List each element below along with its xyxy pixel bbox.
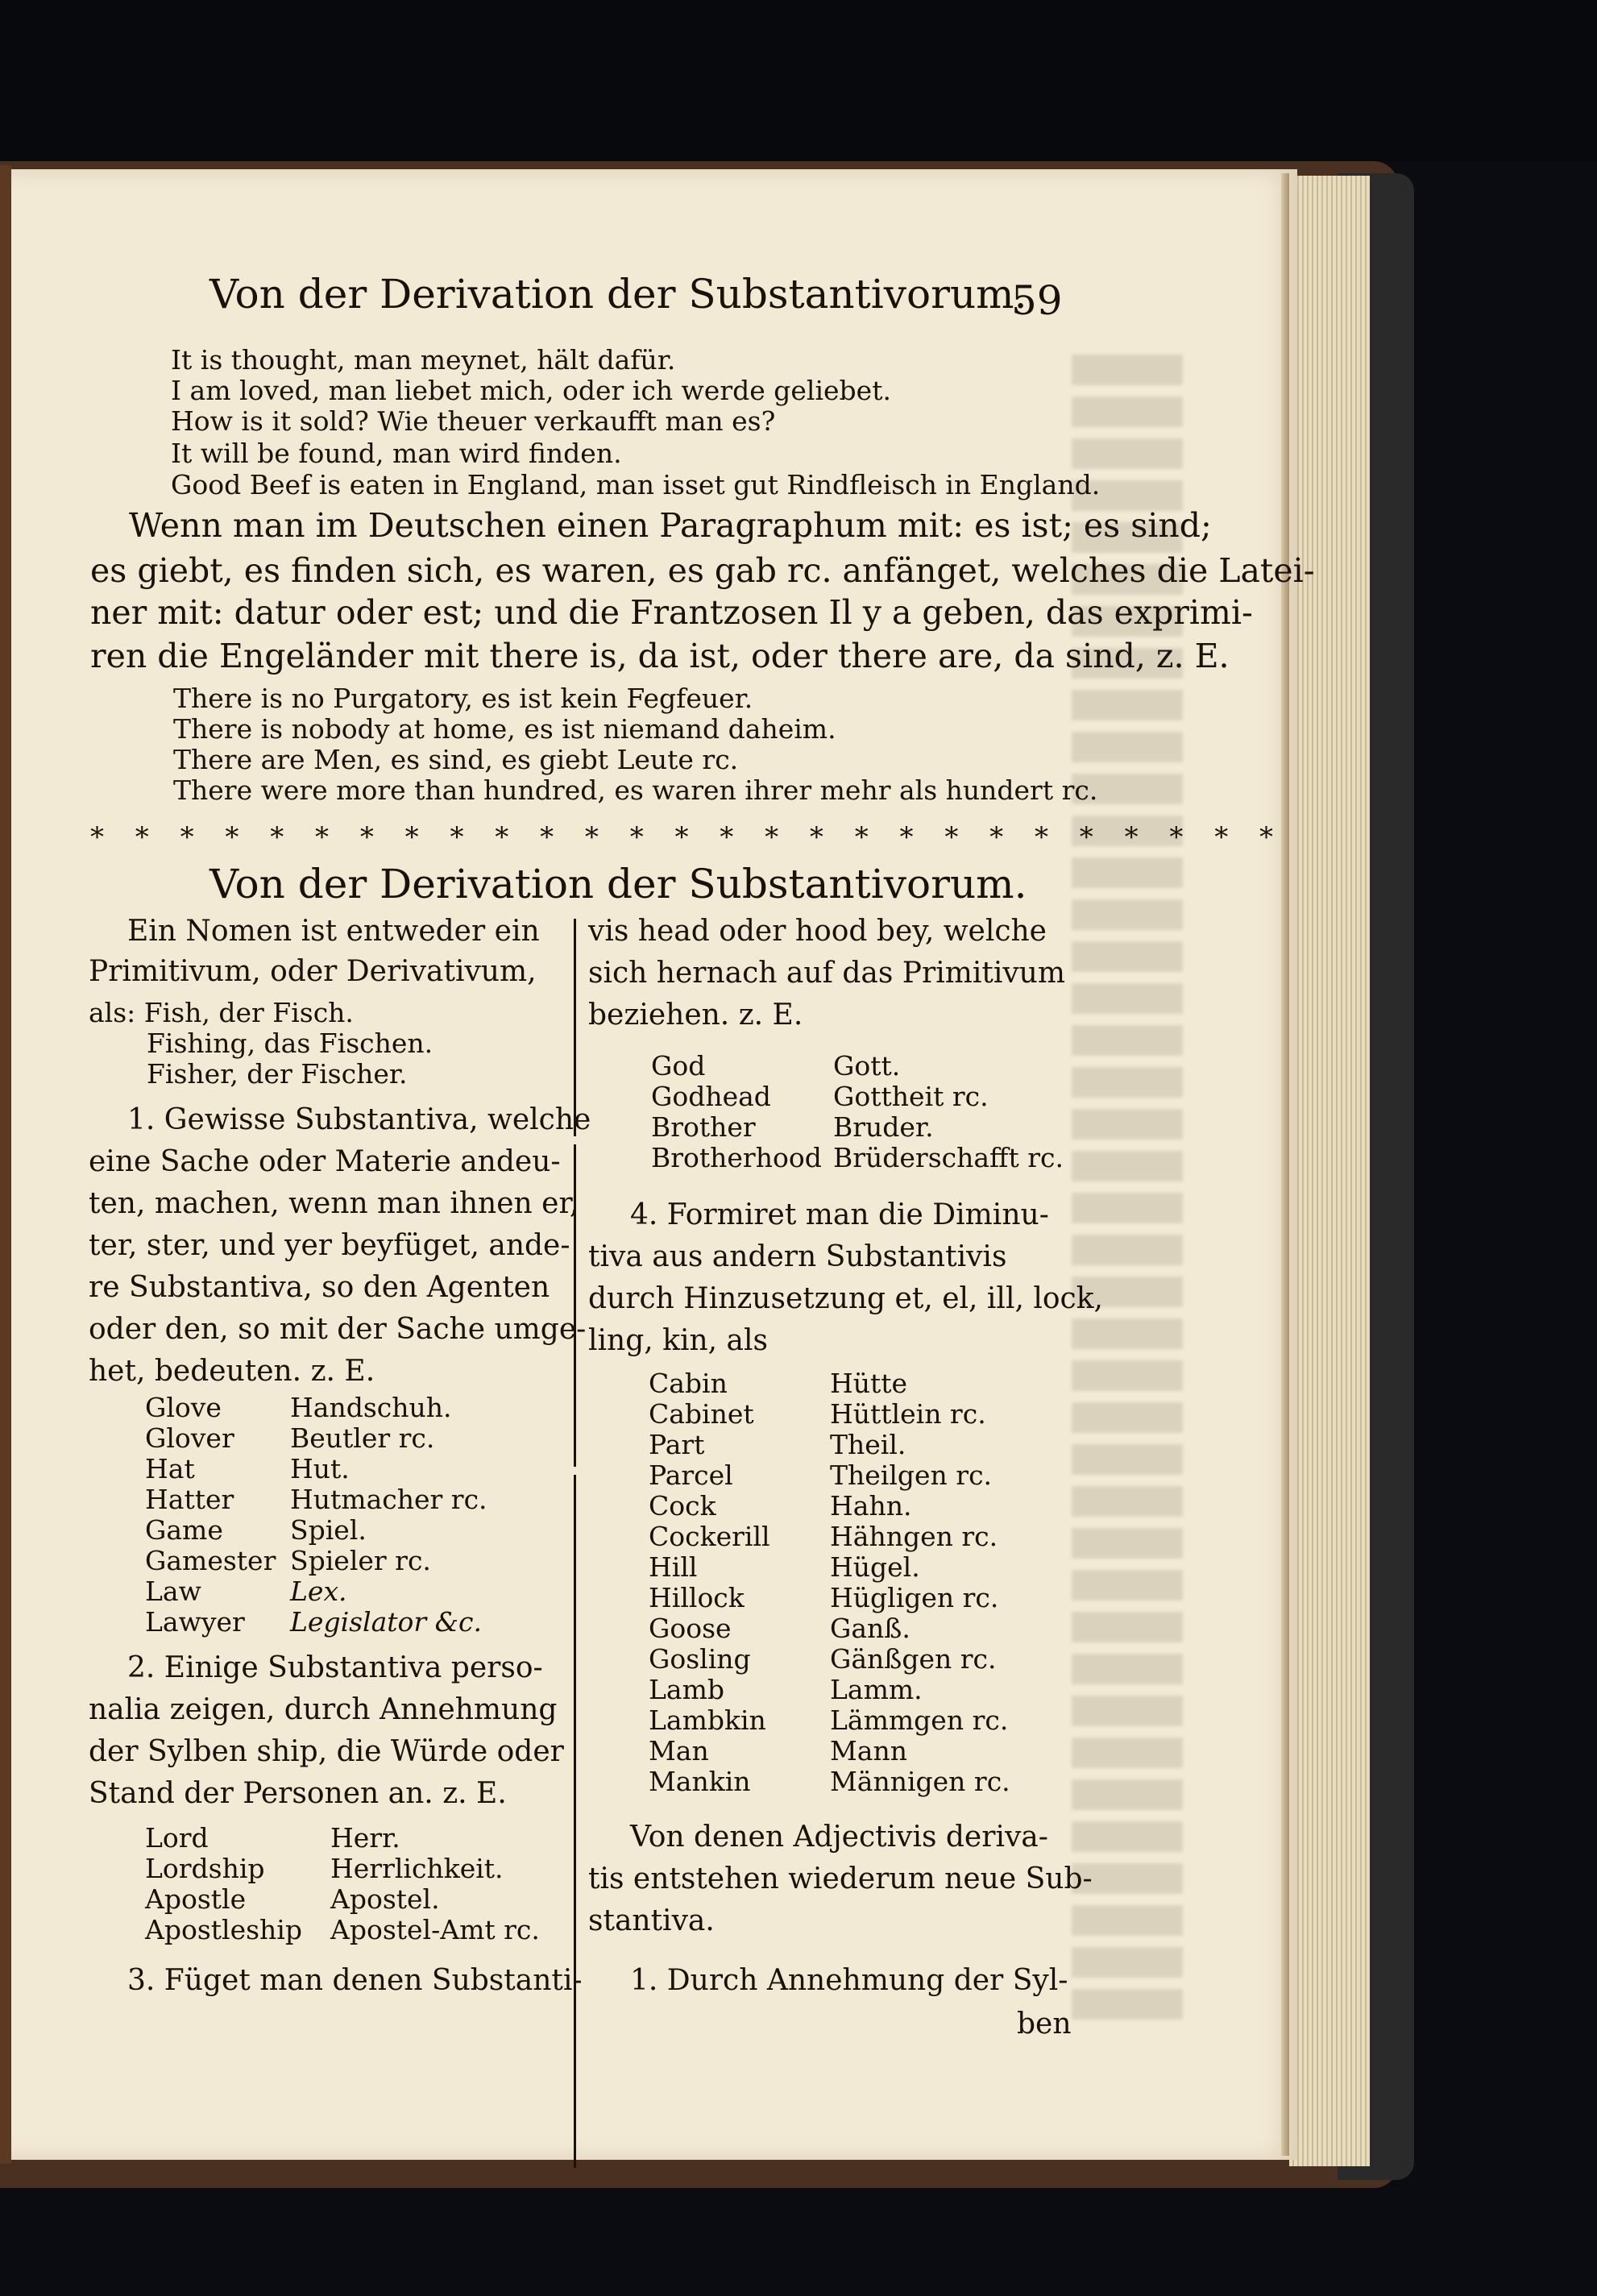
table-en: Game: [145, 1514, 223, 1546]
table-de: Gottheit rc.: [833, 1081, 989, 1112]
rule1-line: oder den, so mit der Sache umge-: [89, 1313, 587, 1346]
example-line: How is it sold? Wie theuer verkaufft man es?: [171, 405, 776, 437]
table-en: Glove: [145, 1392, 222, 1423]
table-de: Mann: [830, 1735, 907, 1767]
rule1-line: 1. Gewisse Substantiva, welche: [127, 1103, 591, 1136]
table-de: Lex.: [290, 1576, 347, 1607]
table-en: Mankin: [649, 1766, 751, 1797]
table-de: Hügel.: [830, 1551, 920, 1583]
page-fore-edge: [1281, 173, 1289, 2156]
paragraph-line: ner mit: datur oder est; und die Frantzosen Il y a geben, das exprimi-: [90, 593, 1253, 632]
left-intro-line: Fisher, der Fischer.: [147, 1058, 408, 1090]
example-line: There is no Purgatory, es ist kein Fegfeuer.: [173, 683, 753, 714]
table-de: Herr.: [330, 1822, 400, 1854]
rule1-line: re Substantiva, so den Agenten: [89, 1271, 550, 1304]
table-de: Männigen rc.: [830, 1766, 1010, 1797]
rule4-line: tiva aus andern Substantivis: [588, 1240, 1007, 1273]
rule2-line: 2. Einige Substantiva perso-: [127, 1651, 543, 1684]
table-en: Hill: [649, 1551, 698, 1583]
example-line: Good Beef is eaten in England, man isset gut Rindfleisch in England.: [171, 469, 1101, 500]
table-en: Lamb: [649, 1674, 725, 1705]
example-line: It will be found, man wird finden.: [171, 438, 622, 469]
table-en: Lawyer: [145, 1606, 245, 1638]
table-en: Parcel: [649, 1459, 733, 1491]
table-en: Glover: [145, 1422, 234, 1454]
star-divider: * * * * * * * * * * * * * * * * * * * * * * * * * * *: [90, 821, 1284, 853]
table-de: Hügligen rc.: [830, 1582, 999, 1613]
table-de: Lämmgen rc.: [830, 1704, 1009, 1736]
rule1-line: het, bedeuten. z. E.: [89, 1355, 375, 1388]
table-de: Bruder.: [833, 1111, 934, 1143]
table-de: Hüttlein rc.: [830, 1398, 986, 1430]
table-en: Cockerill: [649, 1521, 770, 1552]
table-en: Lord: [145, 1822, 209, 1854]
table-de: Hähngen rc.: [830, 1521, 998, 1552]
example-line: It is thought, man meynet, hält dafür.: [171, 344, 676, 376]
table-de: Herrlichkeit.: [330, 1853, 504, 1884]
rule1-line: eine Sache oder Materie andeu-: [89, 1145, 561, 1178]
rule4-line: durch Hinzusetzung et, el, ill, lock,: [588, 1282, 1103, 1315]
left-intro-line: als: Fish, der Fisch.: [89, 997, 354, 1028]
running-title: Von der Derivation der Substantivorum.: [209, 271, 1027, 318]
page-edges: [1289, 176, 1370, 2166]
table-de: Spiel.: [290, 1514, 367, 1546]
right-line: sich hernach auf das Primitivum: [588, 957, 1065, 990]
table-en: Apostle: [145, 1883, 247, 1915]
table-de: Hut.: [290, 1453, 350, 1484]
rule3-line: 3. Füget man denen Substanti-: [127, 1964, 583, 1997]
table-de: Gänßgen rc.: [830, 1643, 997, 1675]
left-gutter: [0, 165, 11, 2164]
section-title: Von der Derivation der Substantivorum.: [209, 861, 1027, 907]
table-de: Gott.: [833, 1050, 901, 1082]
column-rule: [574, 1475, 576, 2168]
table-en: Lordship: [145, 1853, 265, 1884]
table-de: Apostel-Amt rc.: [330, 1914, 540, 1945]
table-en: Hat: [145, 1453, 195, 1484]
rule2-line: nalia zeigen, durch Annehmung: [89, 1693, 558, 1726]
table-en: Gamester: [145, 1545, 276, 1576]
rule4-line: ling, kin, als: [588, 1324, 768, 1357]
table-en: Cabinet: [649, 1398, 754, 1430]
example-line: There is nobody at home, es ist niemand daheim.: [173, 713, 836, 745]
table-de: Brüderschafft rc.: [833, 1142, 1064, 1173]
table-en: Man: [649, 1735, 709, 1767]
rule1-line: ter, ster, und yer beyfüget, ande-: [89, 1229, 570, 1262]
left-intro-line: Ein Nomen ist entweder ein: [127, 915, 540, 948]
table-de: Apostel.: [330, 1883, 440, 1915]
table-en: Gosling: [649, 1643, 751, 1675]
table-en: God: [651, 1050, 706, 1082]
table-de: Handschuh.: [290, 1392, 452, 1423]
table-en: Lambkin: [649, 1704, 766, 1736]
page-number: 59: [1011, 277, 1063, 324]
left-intro-line: Fishing, das Fischen.: [147, 1028, 433, 1059]
paragraph-line: ren die Engeländer mit there is, da ist, oder there are, da sind, z. E.: [90, 637, 1230, 675]
left-intro-line: Primitivum, oder Derivativum,: [89, 955, 537, 988]
rule4-line: 4. Formiret man die Diminu-: [630, 1198, 1049, 1231]
table-de: Legislator &c.: [290, 1606, 483, 1638]
table-de: Theil.: [830, 1429, 906, 1460]
adj-line: Von denen Adjectivis deriva-: [630, 1821, 1048, 1854]
catchword: ben: [1017, 2007, 1072, 2041]
table-de: Ganß.: [830, 1613, 910, 1644]
table-de: Lamm.: [830, 1674, 923, 1705]
background-top: [0, 0, 1597, 161]
example-line: I am loved, man liebet mich, oder ich werde geliebet.: [171, 375, 891, 406]
table-de: Hütte: [830, 1368, 908, 1399]
paragraph-line: Wenn man im Deutschen einen Paragraphum mit: es ist; es sind;: [129, 506, 1212, 545]
right-line: vis head oder hood bey, welche: [588, 915, 1047, 948]
table-en: Hillock: [649, 1582, 745, 1613]
table-de: Hutmacher rc.: [290, 1484, 487, 1515]
table-de: Hahn.: [830, 1490, 912, 1522]
example-line: There are Men, es sind, es giebt Leute rc.: [173, 744, 739, 775]
table-en: Brother: [651, 1111, 756, 1143]
table-en: Law: [145, 1576, 201, 1607]
table-de: Beutler rc.: [290, 1422, 435, 1454]
table-en: Part: [649, 1429, 705, 1460]
rule1-line: ten, machen, wenn man ihnen er,: [89, 1187, 579, 1220]
rule-line: 1. Durch Annehmung der Syl-: [630, 1964, 1068, 1997]
right-line: beziehen. z. E.: [588, 999, 803, 1032]
table-en: Hatter: [145, 1484, 234, 1515]
table-en: Godhead: [651, 1081, 771, 1112]
table-en: Apostleship: [145, 1914, 302, 1945]
table-en: Goose: [649, 1613, 732, 1644]
table-de: Theilgen rc.: [830, 1459, 993, 1491]
table-en: Brotherhood: [651, 1142, 822, 1173]
rule2-line: Stand der Personen an. z. E.: [89, 1777, 507, 1810]
paragraph-line: es giebt, es finden sich, es waren, es gab rc. anfänget, welches die Latei-: [90, 551, 1315, 590]
table-en: Cock: [649, 1490, 716, 1522]
adj-line: tis entstehen wiederum neue Sub-: [588, 1862, 1093, 1895]
table-de: Spieler rc.: [290, 1545, 431, 1576]
rule2-line: der Sylben ship, die Würde oder: [89, 1735, 564, 1768]
table-en: Cabin: [649, 1368, 728, 1399]
example-line: There were more than hundred, es waren ihrer mehr als hundert rc.: [173, 774, 1098, 806]
adj-line: stantiva.: [588, 1904, 715, 1937]
